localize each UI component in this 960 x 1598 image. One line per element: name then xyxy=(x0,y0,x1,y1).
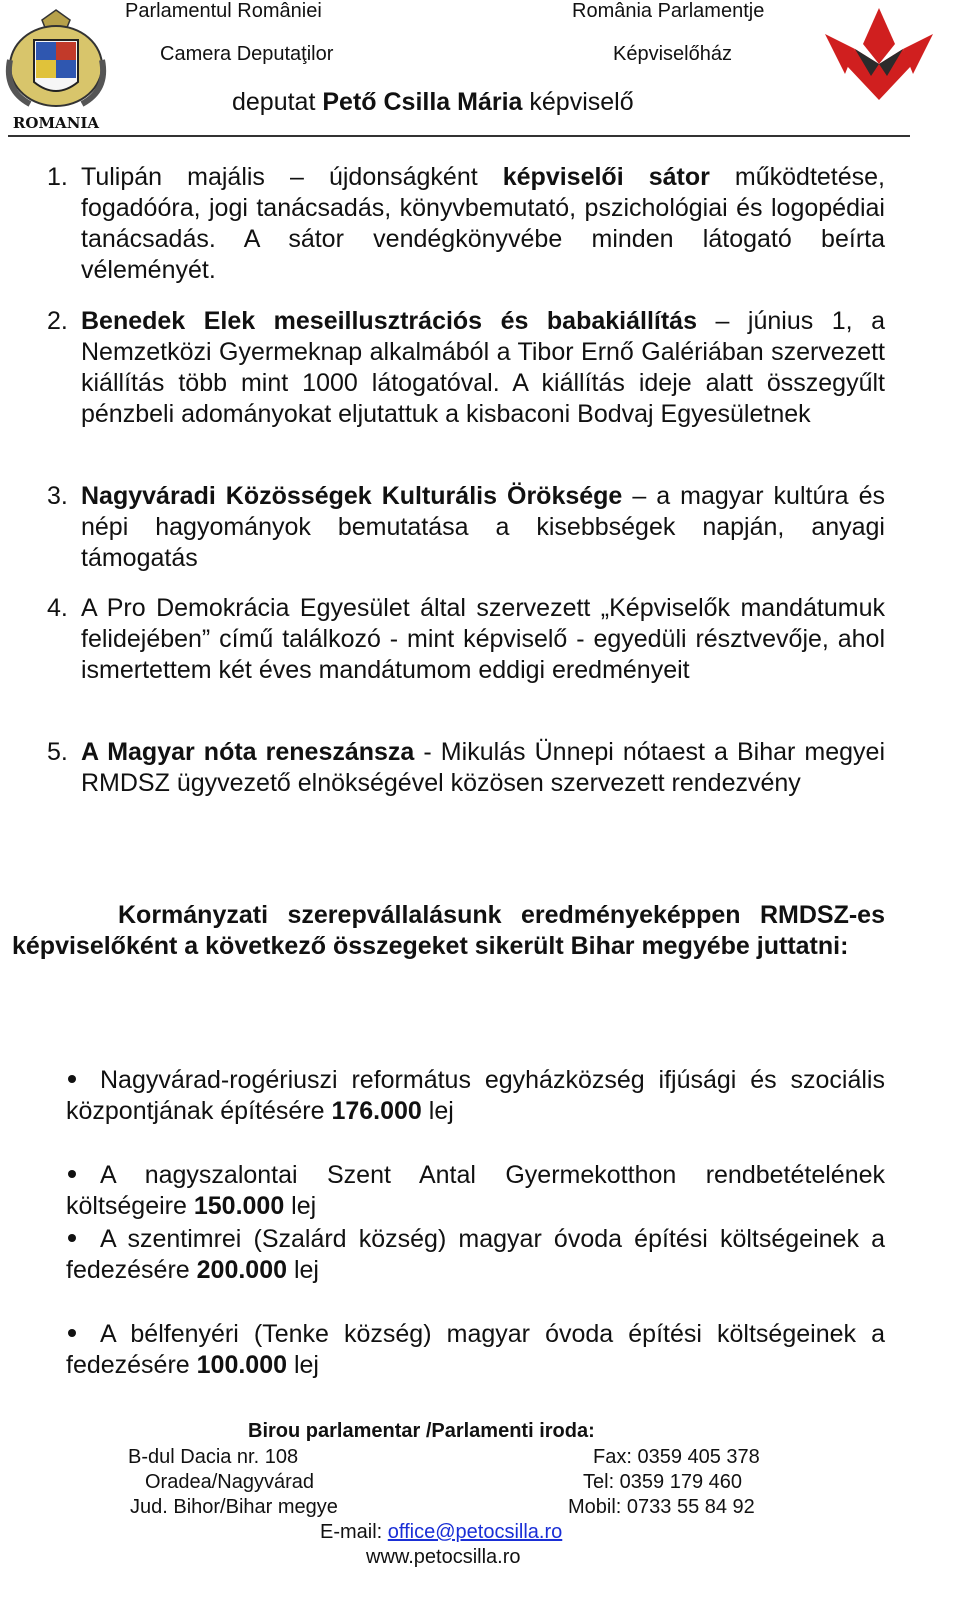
parliament-name-hu: România Parlamentje xyxy=(572,0,765,22)
phone-number: Tel: 0359 179 460 xyxy=(583,1471,743,1493)
funding-intro-heading: Kormányzati szerepvállalásunk eredményeképpen RMDSZ-es képviselőként a következő összegeket sikerült Bihar megyébe juttatni: xyxy=(12,901,885,960)
bullet-amount: 176.000 xyxy=(331,1097,422,1125)
bullet-unit: lej xyxy=(284,1192,317,1220)
item-text: - Mikulás Ünnepi nótaest a Bihar megyei RMDSZ ügyvezető elnökségével közösen szervezett rendezvény xyxy=(81,738,885,797)
item-bold-text: A Magyar nóta reneszánsza xyxy=(81,738,415,766)
bullet-unit: lej xyxy=(287,1256,319,1284)
bullet-item-3 xyxy=(66,1224,885,1286)
fax-number: Fax: 0359 405 378 xyxy=(593,1446,760,1468)
header-divider xyxy=(8,135,910,137)
bullet-item-1 xyxy=(66,1065,885,1127)
bullet-icon xyxy=(68,1075,76,1083)
bullet-icon xyxy=(68,1329,76,1337)
parliament-name-ro: Parlamentul României xyxy=(125,0,322,22)
item-number: 1. xyxy=(47,163,68,191)
address-county: Jud. Bihor/Bihar megye xyxy=(130,1496,338,1518)
bullet-item-2 xyxy=(66,1160,885,1222)
bullet-amount: 200.000 xyxy=(196,1256,288,1284)
romania-coat-of-arms-logo xyxy=(0,0,112,132)
address-city: Oradea/Nagyvárad xyxy=(145,1471,314,1493)
item-text: A Pro Demokrácia Egyesület által szervezett „Képviselők mandátumuk felidejében” című találkozó - mint képviselő - egyedüli résztvevője, ahol ismertettem két éves mandátumom eddigi eredményeit xyxy=(81,594,885,684)
bullet-text: Nagyvárad-rogériuszi református egyházközség ifjúsági és szociális központjának építésére xyxy=(66,1066,885,1125)
list-item-4 xyxy=(47,593,885,686)
bullet-icon xyxy=(68,1234,76,1242)
bullet-text: A szentimrei (Szalárd község) magyar óvoda építési költségeinek a fedezésére xyxy=(66,1225,885,1284)
udmr-tulip-logo xyxy=(815,4,943,104)
email-link[interactable]: office@petocsilla.ro xyxy=(387,1521,563,1543)
email-label: E-mail: xyxy=(320,1521,388,1543)
address-street: B-dul Dacia nr. 108 xyxy=(128,1446,299,1468)
office-title: Birou parlamentar /Parlamenti iroda: xyxy=(248,1420,595,1442)
item-number: 4. xyxy=(47,594,68,622)
item-text: működtetése, fogadóóra, jogi tanácsadás, könyvbemutató, pszichológiai és logopédiai tanácsadás. A sátor vendégkönyvébe minden látogató beírta véleményét. xyxy=(81,163,886,284)
item-number: 3. xyxy=(47,482,68,510)
list-item-3 xyxy=(47,481,885,574)
bullet-item-4 xyxy=(66,1319,885,1381)
item-bold-text: Benedek Elek meseillusztrációs és babakiállítás xyxy=(81,307,697,335)
website-link[interactable]: www.petocsilla.ro xyxy=(366,1546,521,1568)
bullet-text: A bélfenyéri (Tenke község) magyar óvoda építési költségeinek a fedezésére xyxy=(66,1320,885,1379)
deputy-prefix: deputat xyxy=(232,88,323,116)
item-text: – június 1, a Nemzetközi Gyermeknap alkalmából a Tibor Ernő Galériában szervezett kiállítás több mint 1000 látogatóval. A kiállítás ideje alatt összegyűlt pénzbeli adományokat eljutattuk a kisbaconi Bodvaj Egyesületnek xyxy=(81,307,885,428)
item-bold-text: Nagyváradi Közösségek Kulturális Öröksége xyxy=(81,482,623,510)
deputy-suffix: képviselő xyxy=(522,88,634,116)
item-text-pre: Tulipán majális – újdonságként xyxy=(81,163,503,191)
crest-caption: ROMANIA xyxy=(12,114,100,132)
bullet-amount: 100.000 xyxy=(196,1351,288,1379)
list-item-2 xyxy=(47,306,885,430)
bullet-text: A nagyszalontai Szent Antal Gyermekotthon rendbetételének költségeire xyxy=(66,1161,885,1220)
item-number: 5. xyxy=(47,738,68,766)
deputy-line xyxy=(232,88,634,117)
bullet-icon xyxy=(68,1170,76,1178)
bullet-amount: 150.000 xyxy=(193,1192,285,1220)
bullet-unit: lej xyxy=(287,1351,319,1379)
item-bold-text: képviselői sátor xyxy=(502,163,710,191)
mobile-number: Mobil: 0733 55 84 92 xyxy=(568,1496,755,1518)
list-item-1 xyxy=(47,162,885,286)
chamber-name-ro: Camera Deputaţilor xyxy=(160,43,334,65)
chamber-name-hu: Képviselőház xyxy=(613,43,732,65)
bullet-unit: lej xyxy=(421,1097,454,1125)
email-line xyxy=(320,1521,562,1544)
list-item-5 xyxy=(47,737,885,799)
item-text: – a magyar kultúra és népi hagyományok bemutatása a kisebbségek napján, anyagi támogatás xyxy=(81,482,885,572)
item-number: 2. xyxy=(47,307,68,335)
deputy-name: Pető Csilla Mária xyxy=(322,88,523,116)
